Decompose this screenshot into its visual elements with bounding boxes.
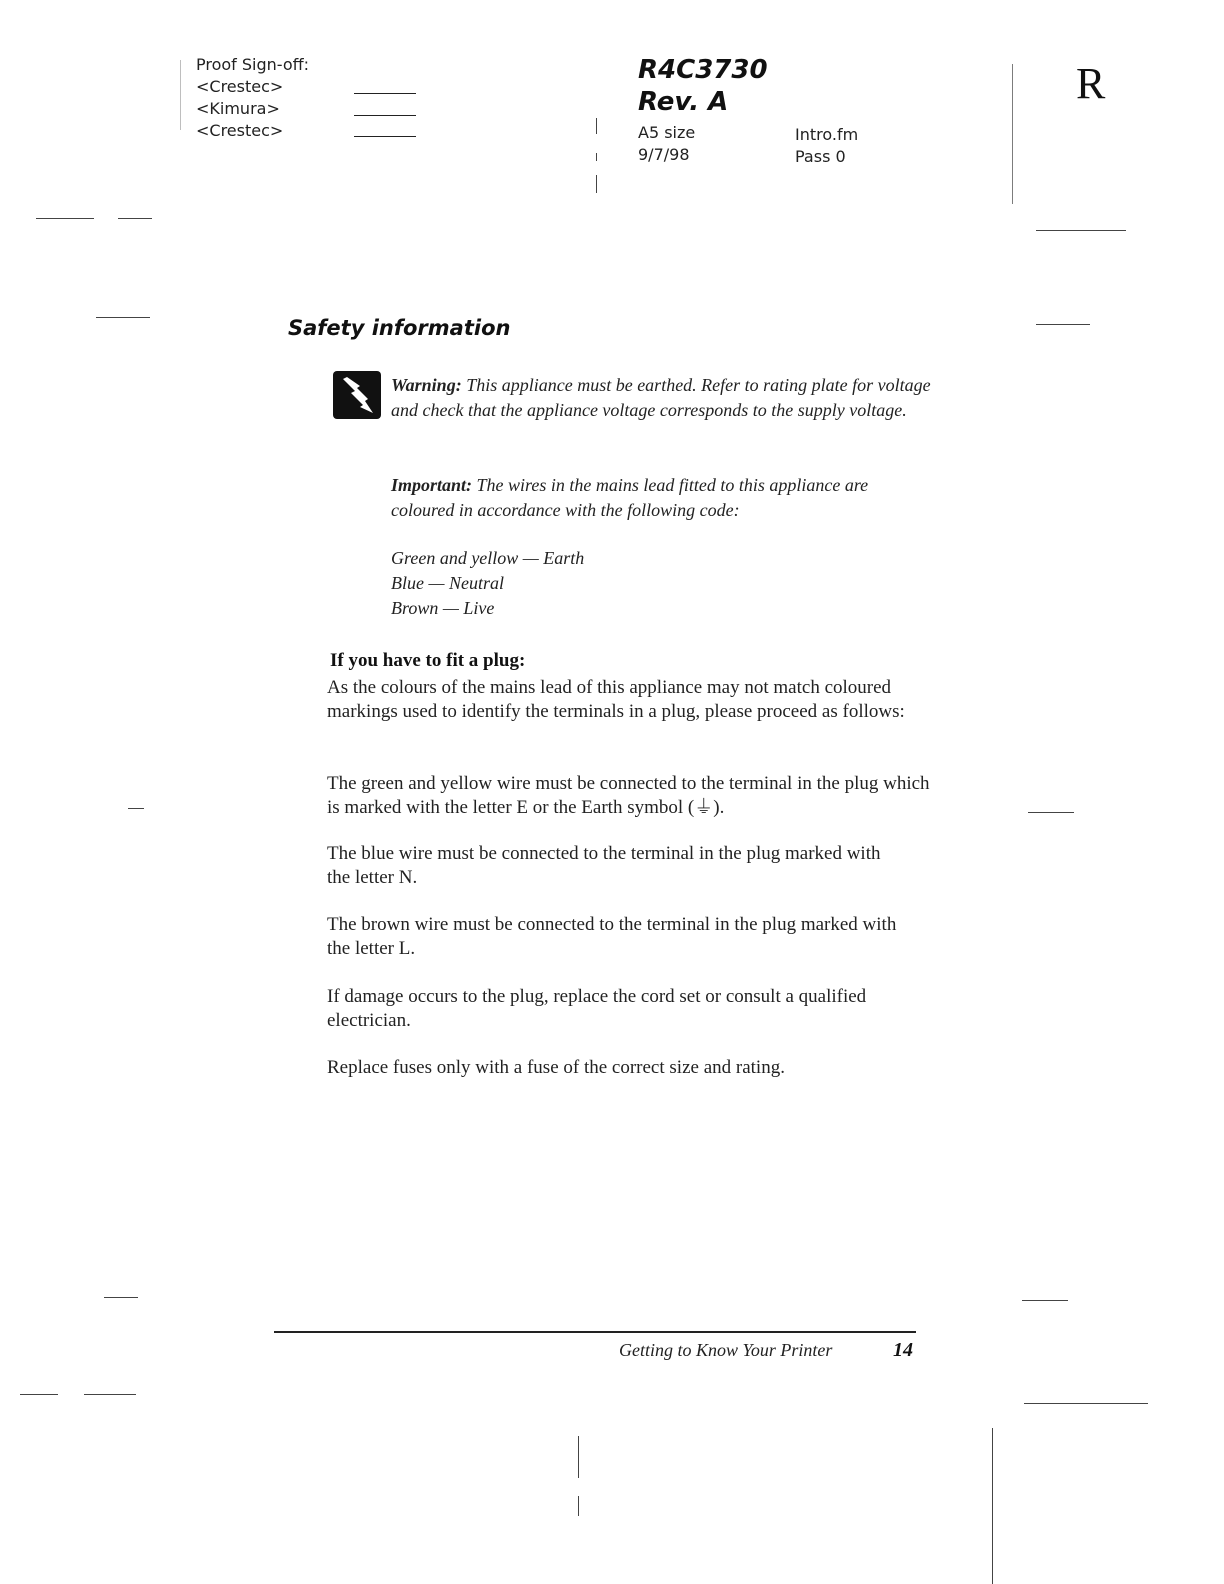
wire-code-earth: Green and yellow — Earth <box>391 548 585 568</box>
plug-heading: If you have to fit a plug: <box>330 650 526 671</box>
trim-mark <box>118 218 152 219</box>
guide-mark <box>596 175 597 193</box>
brown-rule: The brown wire must be connected to the terminal in the plug marked with the letter L. <box>327 914 897 959</box>
warning-icon <box>333 371 381 419</box>
signature-line-2 <box>354 115 416 116</box>
trim-mark <box>96 317 150 318</box>
footer-title: Getting to Know Your Printer <box>619 1340 833 1360</box>
green-yellow-end: ). <box>713 797 725 818</box>
fuse-rule: Replace fuses only with a fuse of the correct size and rating. <box>327 1057 785 1078</box>
earth-symbol-icon: ⏚ <box>694 797 714 818</box>
wire-code-neutral: Blue — Neutral <box>391 573 504 593</box>
warning-label: Warning: <box>391 375 462 395</box>
guide-mark <box>180 60 181 130</box>
guide-mark <box>992 1428 993 1584</box>
doc-pass: Pass 0 <box>795 147 846 166</box>
doc-revision: Rev. A <box>638 87 729 117</box>
guide-mark <box>578 1436 579 1478</box>
damage-rule: If damage occurs to the plug, replace the cord set or consult a qualified electrician. <box>327 986 867 1031</box>
trim-mark <box>1028 812 1074 813</box>
trim-mark <box>1036 230 1126 231</box>
proof-signoff <box>196 54 309 142</box>
blue-rule: The blue wire must be connected to the terminal in the plug marked with the letter N. <box>327 843 881 888</box>
doc-code-block <box>638 54 768 118</box>
trim-mark <box>36 218 94 219</box>
doc-code: R4C3730 <box>638 55 768 85</box>
doc-size: A5 size <box>638 123 696 142</box>
signer-3: <Crestec> <box>196 121 284 140</box>
trim-mark <box>1024 1403 1148 1404</box>
trim-mark <box>104 1297 138 1298</box>
green-yellow-rule <box>327 772 931 820</box>
green-yellow-text: The green and yellow wire must be connected to the terminal in the plug which is marked with the letter E or the Earth symbol ( <box>327 773 930 818</box>
warning-note <box>391 373 931 423</box>
warning-text: This appliance must be earthed. Refer to rating plate for voltage and check that the appliance voltage corresponds to the supply voltage. <box>391 375 931 420</box>
section-title: Safety information <box>288 316 511 340</box>
page-number: 14 <box>893 1339 913 1361</box>
guide-mark <box>596 118 597 134</box>
corner-letter: R <box>1076 59 1106 108</box>
important-label: Important: <box>391 475 473 495</box>
important-note <box>391 473 931 523</box>
guide-mark <box>1012 64 1013 204</box>
plug-intro: As the colours of the mains lead of this appliance may not match coloured markings used to identify the terminals in a plug, please proceed as follows: <box>327 677 905 722</box>
guide-mark <box>578 1496 579 1516</box>
doc-date: 9/7/98 <box>638 145 690 164</box>
signature-line-3 <box>354 136 416 137</box>
footer-rule <box>274 1331 916 1333</box>
trim-mark <box>1036 324 1090 325</box>
signer-2: <Kimura> <box>196 99 280 118</box>
important-text: The wires in the mains lead fitted to this appliance are coloured in accordance with the following code: <box>391 475 869 520</box>
doc-file: Intro.fm <box>795 125 859 144</box>
proof-label: Proof Sign-off: <box>196 55 310 74</box>
trim-mark <box>128 808 144 809</box>
signer-1: <Crestec> <box>196 77 284 96</box>
signature-line-1 <box>354 93 416 94</box>
wire-code-list <box>391 546 931 621</box>
trim-mark <box>1022 1300 1068 1301</box>
trim-mark <box>20 1394 58 1395</box>
guide-mark <box>596 153 597 161</box>
wire-code-live: Brown — Live <box>391 598 495 618</box>
trim-mark <box>84 1394 136 1395</box>
